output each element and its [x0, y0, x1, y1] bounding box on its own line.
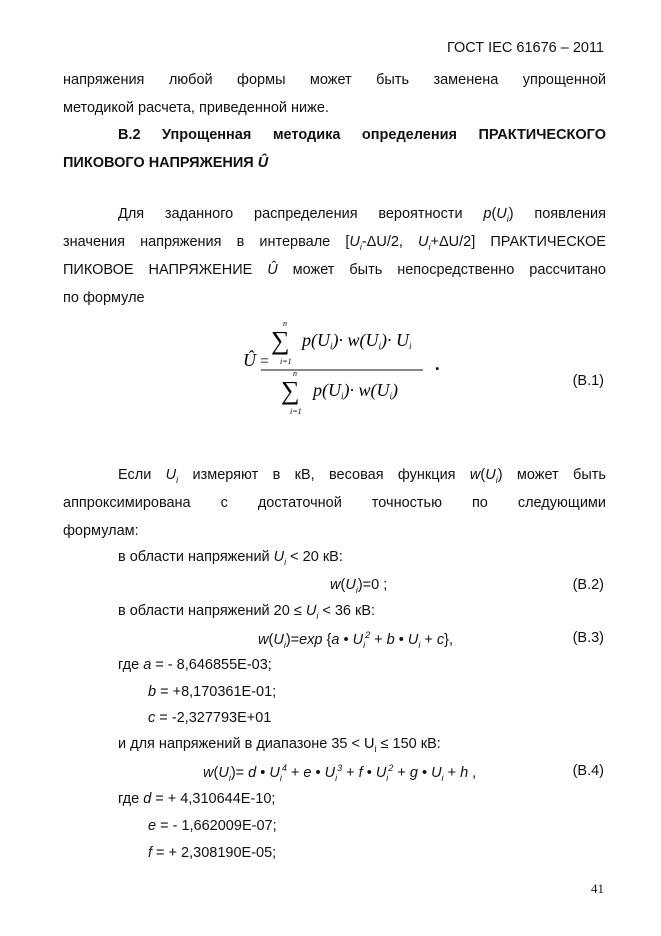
coefficient-a: где a = - 8,646855E-03; [118, 657, 272, 673]
sum-lower-num: i=1 [280, 357, 292, 366]
p2-line2-render: значения напряжения в интервале [$U_i-\Delta U/2$, $U_i+\Delta U/2$] ПРАКТИЧЕСКОЕ [63, 234, 606, 252]
paragraph-line: аппроксимирована с достаточной точностью по следующими [63, 495, 606, 511]
numerator-expr: p(Ui)· w(Ui)· Ui [302, 330, 412, 351]
formula-b1 [235, 314, 455, 426]
page-number: 41 [591, 881, 604, 896]
coefficient-b: b = +8,170361E-01; [148, 684, 277, 700]
paragraph-line: напряжения любой формы может быть заменена упрощенной [63, 72, 606, 88]
section-heading-cont [63, 155, 268, 171]
range-condition: в области напряжений $20 \le U_i < 36$ кВ: [118, 603, 376, 621]
sum-upper-den: n [293, 369, 297, 378]
paragraph-line: методикой расчета, приведенной ниже. [63, 100, 329, 116]
section-heading: В.2 Упрощенная методика определения ПРАКТИЧЕСКОГО [118, 127, 606, 143]
equation-b3: $w(U_i)=\exp$ {a • $U_i^2 + b$ • $U_i + c$}, [258, 630, 453, 650]
paragraph-line: по формуле [63, 290, 145, 306]
equation-number: (B.3) [572, 630, 604, 646]
equation-number: (B.1) [572, 373, 604, 389]
paragraph-line [63, 234, 606, 252]
p2-line1-render: Для заданного распределения вероятности $p(U_i)$ появления [118, 206, 606, 224]
formula-equals: = [260, 353, 270, 370]
equation-b4: $w(U_i)= d$ • $U_i^4 + e$ • $U_i^3 + f$ • $U_i^2 + g$ • $U_i + h$ , [203, 763, 477, 783]
coefficient-e: e = - 1,662009E-07; [148, 818, 277, 834]
coefficient-f: f = + 2,308190E-05; [148, 845, 277, 861]
coefficient-d: где d = + 4,310644E-10; [118, 791, 276, 807]
equation-b2: $w(U_i)=0$ ; [330, 577, 388, 595]
range-condition: в области напряжений $U_i < 20$ кВ: [118, 549, 343, 567]
sum-sign-den: ∑ [281, 376, 300, 405]
document-header: ГОСТ IEC 61676 – 2011 [446, 40, 604, 56]
section-heading-symbol: Û [257, 155, 269, 171]
section-heading-text: ПИКОВОГО НАПРЯЖЕНИЯ [63, 155, 258, 171]
paragraph-line [118, 206, 606, 224]
coefficient-c: c = -2,327793E+01 [148, 710, 272, 726]
equation-number: (B.4) [572, 763, 604, 779]
paragraph-line: формулам: [63, 523, 139, 539]
equation-number: (B.2) [572, 577, 604, 593]
p3-line1-render: Если $U_i$ измеряют в кВ, весовая функция $w(U_i)$ может быть [118, 467, 606, 485]
paragraph-line [63, 262, 606, 278]
sum-lower-den: i=1 [290, 407, 302, 416]
range-condition: и для напряжений в диапазоне $35 < U_i \le 150$ кВ: [118, 736, 441, 754]
formula-trailing-dot: . [435, 354, 440, 374]
paragraph-line [118, 467, 606, 485]
formula-lhs: Û [243, 350, 256, 370]
sum-upper-num: n [283, 319, 287, 328]
p2-line3-render: ПИКОВОЕ НАПРЯЖЕНИЕ Û может быть непосредственно рассчитано [63, 262, 606, 278]
denominator-expr: p(Ui)· w(Ui) [313, 380, 399, 401]
sum-sign-num: ∑ [271, 326, 290, 355]
